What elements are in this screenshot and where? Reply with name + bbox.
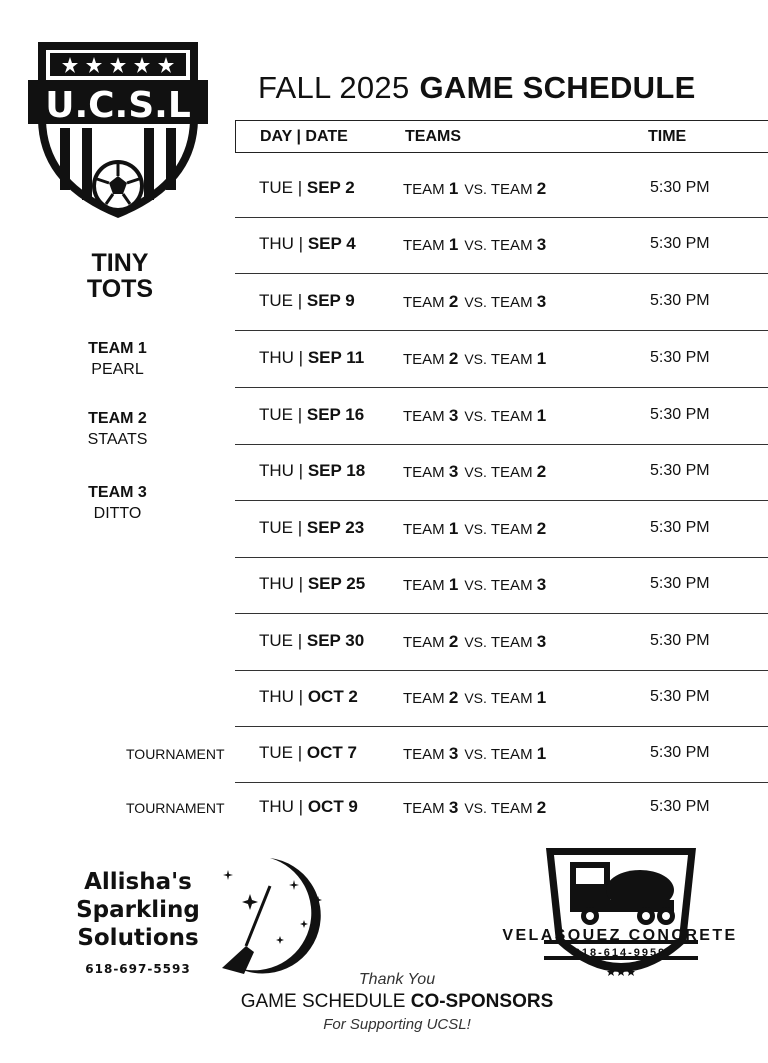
away-team-number: 2 [536,519,547,538]
broom-moon-icon [210,850,330,980]
schedule-row [235,445,768,501]
day-separator: | [293,743,307,762]
game-day-date [259,797,358,817]
team-word: TEAM [403,294,445,311]
game-matchup [403,798,546,818]
game-day-date [259,518,364,538]
game-time: 5:30 PM [650,519,710,536]
game-weekday: THU [259,461,294,480]
vs-text: VS. [464,521,487,537]
row-divider [235,273,768,274]
home-team-number: 2 [448,688,459,707]
game-date: OCT 7 [306,743,357,762]
vs-text: VS. [464,351,487,367]
row-divider [235,330,768,331]
day-separator: | [293,291,307,310]
game-day-date [259,348,364,368]
division-line-2: TOTS [86,275,154,303]
game-day-date [259,687,358,707]
division-name [60,250,180,302]
game-matchup [403,519,546,539]
game-weekday: TUE [259,743,293,762]
team-word: TEAM [490,577,533,594]
game-matchup [403,744,546,764]
away-team-number: 2 [536,179,547,198]
page-title [258,70,696,106]
day-separator: | [293,461,308,480]
game-day-date [259,631,364,651]
thank-you-text: Thank You [358,971,436,988]
game-date: SEP 16 [306,405,365,424]
team-word: TEAM [403,634,445,651]
home-team-number: 1 [448,519,459,538]
game-weekday: TUE [259,631,293,650]
home-team-number: 3 [448,406,459,425]
home-team-number: 3 [448,798,459,817]
team-word: TEAM [490,408,533,425]
game-time: 5:30 PM [650,744,710,761]
game-time: 5:30 PM [650,349,710,366]
game-date: SEP 4 [307,234,356,253]
row-divider [235,387,768,388]
cosponsors-bold: CO-SPONSORS [410,991,554,1012]
home-team-number: 2 [448,292,459,311]
header-day-date: DAY | DATE [260,128,348,145]
team-word: TEAM [403,408,445,425]
game-time: 5:30 PM [650,462,710,479]
cosponsors-heading [210,991,584,1013]
day-separator: | [293,234,308,253]
schedule-row [235,332,768,388]
away-team-number: 3 [536,292,547,311]
header-time: TIME [648,128,687,145]
game-weekday: TUE [259,405,293,424]
game-day-date [259,178,355,198]
schedule-row [235,727,768,783]
team-name: TEAM 1 [88,340,147,357]
title-season: FALL 2025 [258,70,410,105]
home-team-number: 2 [448,632,459,651]
team-word: TEAM [403,690,445,707]
day-separator: | [293,405,307,424]
game-weekday: THU [259,687,294,706]
sparkling-solutions-logo-text [68,868,208,952]
vs-text: VS. [464,237,487,253]
vs-text: VS. [464,294,487,310]
cosponsors-light: GAME SCHEDULE [240,991,406,1012]
home-team-number: 1 [448,235,459,254]
game-matchup [403,235,546,255]
game-weekday: THU [259,234,294,253]
away-team-number: 1 [536,349,547,368]
game-weekday: TUE [259,291,293,310]
team-word: TEAM [403,746,445,763]
team-block-3 [60,482,175,524]
team-word: TEAM [490,181,533,198]
team-word: TEAM [490,464,533,481]
game-date: OCT 9 [307,797,358,816]
team-sponsor: DITTO [93,505,142,522]
schedule-row [235,671,768,727]
team-word: TEAM [490,746,533,763]
game-time: 5:30 PM [650,688,710,705]
team-word: TEAM [490,690,533,707]
vs-text: VS. [464,181,487,197]
velasquez-concrete-phone: 618-614-9959 [573,947,667,959]
vs-text: VS. [464,746,487,762]
schedule-row [235,162,768,218]
team-word: TEAM [490,800,533,817]
team-word: TEAM [403,577,445,594]
game-date: OCT 2 [307,687,358,706]
sparkling-line-1: Allisha's [84,869,192,895]
ucsl-logo [26,36,210,220]
away-team-number: 2 [536,798,547,817]
game-day-date [259,743,357,763]
row-divider [235,500,768,501]
day-separator: | [293,797,308,816]
away-team-number: 3 [536,632,547,651]
home-team-number: 1 [448,575,459,594]
schedule-row [235,275,768,331]
game-weekday: THU [259,348,294,367]
game-time: 5:30 PM [650,292,710,309]
team-word: TEAM [403,464,445,481]
team-sponsor: PEARL [91,361,144,378]
game-date: SEP 23 [306,518,365,537]
concrete-truck-badge-icon [536,842,706,992]
day-separator: | [293,178,307,197]
title-main: GAME SCHEDULE [419,70,696,105]
vs-text: VS. [464,800,487,816]
day-separator: | [293,574,308,593]
schedule-row [235,502,768,558]
home-team-number: 3 [448,462,459,481]
day-separator: | [293,631,307,650]
game-time: 5:30 PM [650,179,710,196]
game-time: 5:30 PM [650,798,710,815]
team-sponsor: STAATS [87,431,148,448]
home-team-number: 1 [448,179,459,198]
vs-text: VS. [464,577,487,593]
team-word: TEAM [403,521,445,538]
day-separator: | [293,348,308,367]
logo-letters: U.C.S.L [45,85,191,126]
schedule-row [235,781,768,837]
game-matchup [403,688,546,708]
game-date: SEP 25 [307,574,366,593]
team-block-1 [60,338,175,380]
away-team-number: 1 [536,406,547,425]
game-matchup [403,349,546,369]
team-word: TEAM [490,634,533,651]
game-matchup [403,462,546,482]
team-word: TEAM [403,800,445,817]
schedule-row [235,389,768,445]
game-time: 5:30 PM [650,235,710,252]
sparkling-line-2: Sparkling [76,897,200,923]
game-day-date [259,461,365,481]
game-day-date [259,234,356,254]
team-word: TEAM [490,521,533,538]
game-time: 5:30 PM [650,632,710,649]
game-date: SEP 30 [306,631,365,650]
away-team-number: 2 [536,462,547,481]
game-matchup [403,179,546,199]
team-word: TEAM [403,237,445,254]
game-day-date [259,574,365,594]
tournament-label: TOURNAMENT [126,800,225,816]
team-name: TEAM 3 [88,484,147,501]
vs-text: VS. [464,464,487,480]
vs-text: VS. [464,690,487,706]
team-block-2 [60,408,175,450]
game-date: SEP 11 [307,348,365,367]
game-day-date [259,291,355,311]
away-team-number: 1 [536,744,547,763]
away-team-number: 3 [536,235,547,254]
row-divider [235,613,768,614]
home-team-number: 2 [448,349,459,368]
game-matchup [403,632,546,652]
sparkling-phone: 618-697-5593 [85,962,191,976]
game-matchup [403,406,546,426]
home-team-number: 3 [448,744,459,763]
team-word: TEAM [403,351,445,368]
schedule-row [235,558,768,614]
game-matchup [403,575,546,595]
game-weekday: THU [259,797,294,816]
velasquez-concrete-name: VELASQUEZ CONCRETE [502,927,738,944]
team-word: TEAM [490,351,533,368]
day-separator: | [293,518,307,537]
away-team-number: 3 [536,575,547,594]
game-weekday: TUE [259,178,293,197]
sparkling-line-3: Solutions [77,925,199,951]
game-date: SEP 2 [306,178,355,197]
game-weekday: THU [259,574,294,593]
vs-text: VS. [464,634,487,650]
team-word: TEAM [490,237,533,254]
schedule-row [235,615,768,671]
game-time: 5:30 PM [650,406,710,423]
vs-text: VS. [464,408,487,424]
game-day-date [259,405,364,425]
header-teams: TEAMS [405,128,461,145]
game-matchup [403,292,546,312]
schedule-header [235,120,768,153]
game-date: SEP 9 [306,291,355,310]
team-word: TEAM [403,181,445,198]
division-line-1: TINY [91,249,149,277]
game-time: 5:30 PM [650,575,710,592]
supporting-text: For Supporting UCSL! [323,1016,471,1033]
team-name: TEAM 2 [88,410,147,427]
tournament-label: TOURNAMENT [126,746,225,762]
away-team-number: 1 [536,688,547,707]
schedule-row [235,218,768,274]
team-word: TEAM [490,294,533,311]
day-separator: | [293,687,308,706]
game-date: SEP 18 [307,461,366,480]
game-weekday: TUE [259,518,293,537]
